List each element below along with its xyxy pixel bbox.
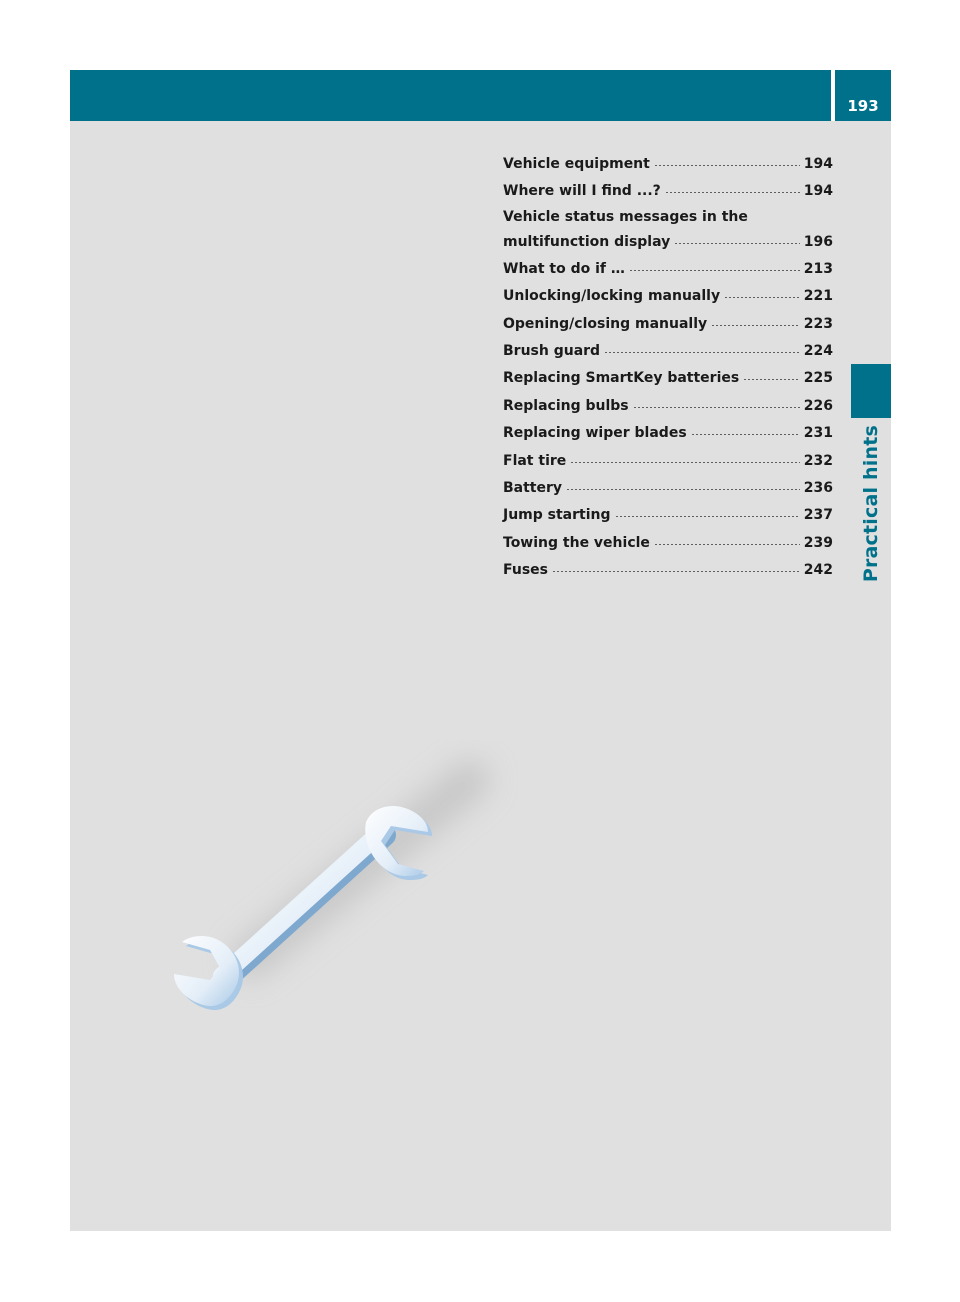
dot-leader — [665, 192, 800, 193]
toc-entry-page: 224 — [803, 343, 833, 360]
dot-leader — [711, 325, 800, 326]
toc-entry-page: 237 — [803, 507, 833, 524]
dot-leader — [615, 516, 800, 517]
dot-leader — [604, 352, 800, 353]
toc-entry-page: 196 — [803, 233, 833, 250]
dot-leader — [570, 462, 799, 463]
toc-entry-page: 236 — [803, 480, 833, 497]
toc-entry-fuses[interactable] — [503, 557, 833, 584]
dot-leader — [566, 489, 800, 490]
toc-entry-title: Vehicle equipment — [503, 156, 650, 172]
toc-entry-page: 194 — [803, 183, 833, 200]
toc-entry-title: Jump starting — [503, 507, 611, 524]
toc-entry-title: Replacing bulbs — [503, 397, 629, 414]
toc-entry-page: 242 — [803, 562, 833, 579]
toc-entry-vehicle-status-messages[interactable] — [503, 206, 833, 256]
toc-entry-title: Where will I find ...? — [503, 183, 661, 200]
page-number: 193 — [847, 97, 879, 115]
toc-entry-replacing-smartkey-batteries[interactable] — [503, 365, 833, 392]
dot-leader — [674, 243, 800, 244]
toc-entry-replacing-wiper-blades[interactable] — [503, 420, 833, 447]
toc-entry-page: 213 — [803, 260, 833, 277]
toc-entry-title: Fuses — [503, 562, 548, 579]
toc-entry-what-to-do-if[interactable] — [503, 256, 833, 283]
toc-entry-towing-the-vehicle[interactable] — [503, 530, 833, 557]
toc-entry-vehicle-equipment[interactable] — [503, 151, 833, 178]
toc-entry-title: Replacing SmartKey batteries — [503, 370, 740, 387]
dot-leader — [724, 297, 800, 298]
dot-leader — [654, 544, 800, 545]
toc-entry-jump-starting[interactable] — [503, 502, 833, 529]
table-of-contents — [503, 151, 833, 585]
toc-entry-page: 232 — [803, 452, 833, 469]
toc-entry-title: Towing the vehicle — [503, 534, 650, 551]
toc-entry-title-line2: multifunction display — [503, 233, 671, 250]
toc-entry-brush-guard[interactable] — [503, 338, 833, 365]
toc-entry-unlocking-locking-manually[interactable] — [503, 283, 833, 310]
toc-entry-title: Unlocking/locking manually — [503, 288, 721, 305]
toc-entry-page: 231 — [803, 425, 833, 442]
section-tab-block — [851, 364, 891, 418]
dot-leader — [743, 379, 800, 380]
toc-entry-title: Flat tire — [503, 452, 567, 469]
section-tab[interactable] — [851, 425, 891, 590]
dot-leader — [633, 407, 800, 408]
toc-entry-page: 221 — [803, 288, 833, 305]
dot-leader — [552, 571, 800, 572]
toc-entry-battery[interactable] — [503, 475, 833, 502]
toc-entry-title: What to do if … — [503, 260, 625, 277]
toc-entry-flat-tire[interactable] — [503, 448, 833, 475]
toc-entry-page: 239 — [803, 534, 833, 551]
wrench-icon — [170, 740, 530, 1040]
section-label: Practical hints — [860, 425, 882, 583]
toc-entry-title: Battery — [503, 480, 563, 497]
toc-entry-title-line1: Vehicle status messages in the — [503, 208, 748, 225]
toc-entry-where-will-i-find[interactable] — [503, 178, 833, 205]
toc-entry-opening-closing-manually[interactable] — [503, 311, 833, 338]
toc-entry-title: Replacing wiper blades — [503, 425, 687, 442]
toc-entry-page: 225 — [803, 370, 833, 387]
toc-entry-title: Brush guard — [503, 343, 601, 360]
toc-entry-title: Opening/closing manually — [503, 315, 708, 332]
toc-entry-page: 223 — [803, 315, 833, 332]
toc-entry-replacing-bulbs[interactable] — [503, 393, 833, 420]
dot-leader — [654, 165, 800, 166]
toc-entry-page: 226 — [803, 397, 833, 414]
header-bar — [70, 70, 831, 121]
dot-leader — [629, 270, 800, 271]
toc-entry-page: 194 — [803, 156, 833, 172]
dot-leader — [691, 434, 800, 435]
